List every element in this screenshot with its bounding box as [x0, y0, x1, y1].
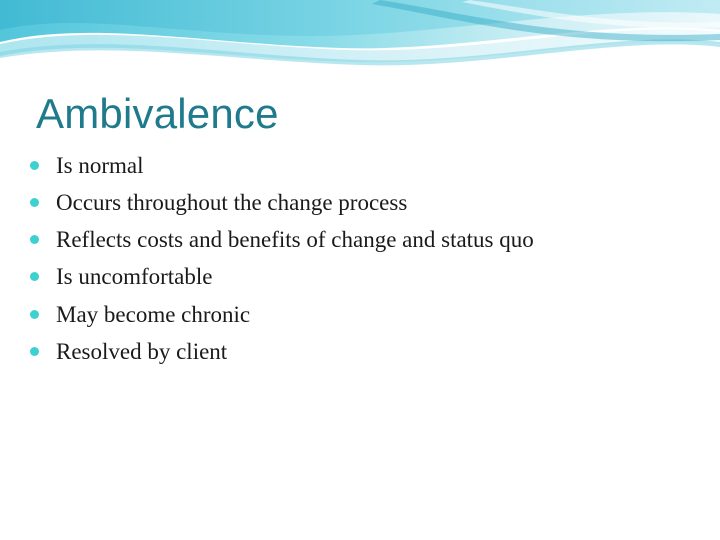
bullet-dot-icon: [30, 344, 56, 360]
bullet-dot-icon: [30, 158, 56, 174]
bullet-list: [30, 152, 690, 375]
list-item: [30, 263, 690, 290]
list-item: [30, 338, 690, 365]
list-item-label: Is uncomfortable: [56, 264, 213, 290]
list-item-label: Resolved by client: [56, 338, 228, 364]
decorative-wave-banner: [0, 0, 720, 80]
list-item: [30, 301, 690, 328]
list-item-label: Is normal: [56, 153, 144, 178]
list-item-label: Reflects costs and benefits of change and status quo: [56, 227, 534, 253]
list-item: [30, 152, 690, 179]
list-item-label: May become chronic: [56, 301, 251, 327]
list-item-label: Occurs throughout the change process: [56, 190, 408, 216]
bullet-dot-icon: [30, 195, 56, 211]
bullet-dot-icon: [30, 232, 56, 248]
list-item: [30, 189, 690, 216]
bullet-dot-icon: [30, 269, 56, 285]
bullet-dot-icon: [30, 307, 56, 323]
page-title: Ambivalence: [36, 90, 279, 137]
list-item: [30, 226, 690, 253]
